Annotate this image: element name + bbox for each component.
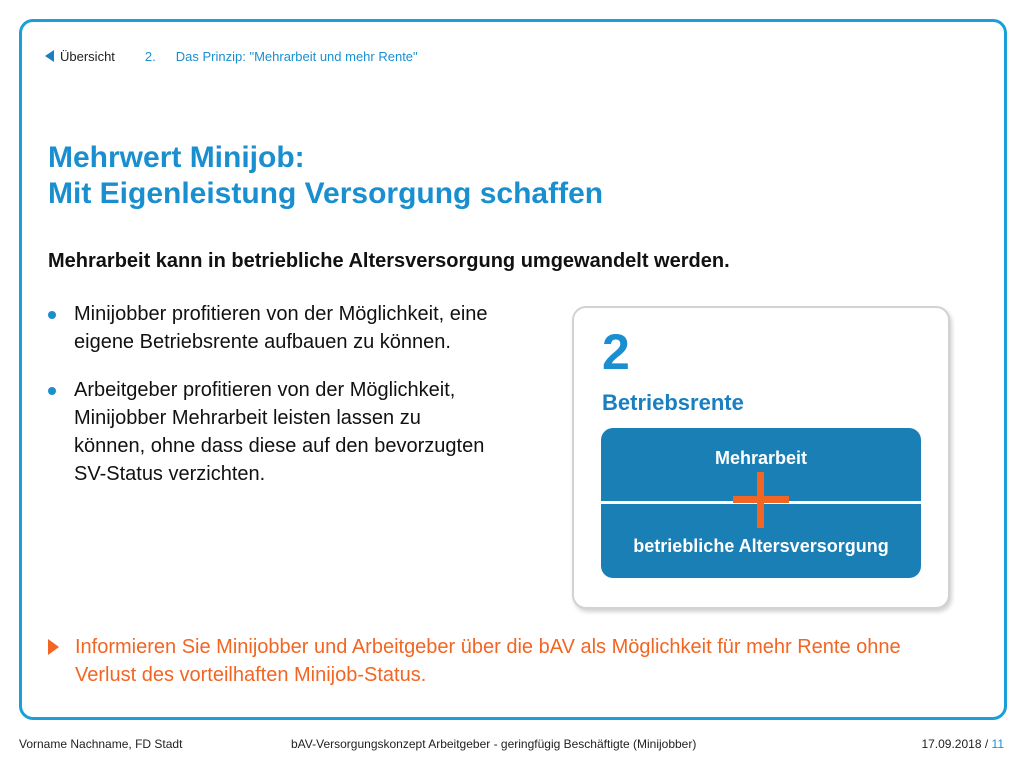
- bullet-text: Minijobber profitieren von der Möglichkeit, eine eigene Betriebsrente aufbauen zu können.: [74, 303, 488, 353]
- title-line-1: Mehrwert Minijob:: [48, 141, 305, 174]
- footer-date-page: [921, 737, 1004, 751]
- bullet-list: [48, 300, 518, 508]
- bullet-text: Arbeitgeber profitieren von der Möglichkeit, Minijobber Mehrarbeit leisten lassen zu können, ohne dass diese auf den bevorzugten SV-Status verzichten.: [74, 379, 485, 485]
- page-number: 11: [991, 737, 1004, 751]
- callout-text: Informieren Sie Minijobber und Arbeitgeber über die bAV als Möglichkeit für mehr Rente ohne Verlust des vorteilhaften Minijob-Status.: [75, 636, 901, 686]
- callout: [48, 633, 968, 689]
- breadcrumb: [45, 46, 418, 66]
- back-arrow-icon[interactable]: [45, 50, 54, 62]
- plus-icon: [733, 472, 789, 528]
- footer-author: Vorname Nachname, FD Stadt: [19, 737, 183, 751]
- list-item: [48, 376, 518, 488]
- page-title: [48, 140, 603, 212]
- bullet-dot-icon: [48, 387, 56, 395]
- card-equation-box: [601, 428, 921, 578]
- overview-link[interactable]: Übersicht: [60, 48, 115, 64]
- footer-doc-title: bAV-Versorgungskonzept Arbeitgeber - geringfügig Beschäftigte (Minijobber): [291, 737, 697, 751]
- card-label: Betriebsrente: [602, 390, 744, 415]
- betriebsrente-card: [572, 306, 950, 609]
- footer-date: 17.09.2018: [921, 737, 982, 751]
- list-item: [48, 300, 518, 356]
- title-line-2: Mit Eigenleistung Versorgung schaffen: [48, 177, 604, 210]
- section-title: Das Prinzip: "Mehrarbeit und mehr Rente": [175, 48, 418, 64]
- card-bottom-text: betriebliche Altersversorgung: [633, 536, 889, 556]
- card-top-text: Mehrarbeit: [714, 448, 808, 468]
- footer-separator: /: [984, 737, 989, 751]
- section-number: 2.: [144, 48, 156, 64]
- callout-arrow-icon: [48, 639, 59, 655]
- bullet-dot-icon: [48, 311, 56, 319]
- subtitle: Mehrarbeit kann in betriebliche Altersversorgung umgewandelt werden.: [48, 250, 730, 272]
- card-number: 2: [602, 324, 630, 380]
